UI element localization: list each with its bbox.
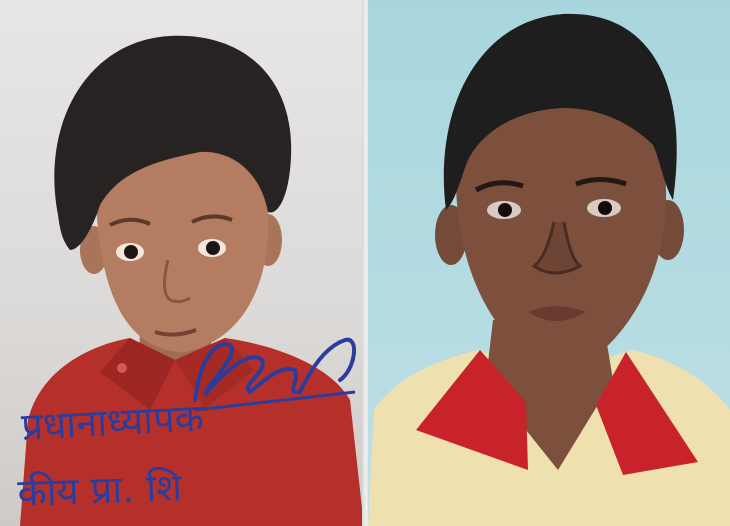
right-boy-pupil-right bbox=[598, 201, 612, 215]
stamp-line-2: कीय प्रा. शि bbox=[16, 465, 183, 515]
left-photo bbox=[0, 0, 364, 526]
right-boy-pupil-left bbox=[498, 203, 512, 217]
left-boy-pupil-right bbox=[206, 241, 220, 255]
left-photo-illustration bbox=[0, 0, 364, 526]
right-photo-illustration bbox=[368, 0, 730, 526]
left-boy-button bbox=[117, 363, 127, 373]
left-boy-pupil-left bbox=[124, 245, 138, 259]
stamp-line-1: प्रधानाध्यापक bbox=[20, 395, 205, 449]
right-photo bbox=[368, 0, 730, 526]
